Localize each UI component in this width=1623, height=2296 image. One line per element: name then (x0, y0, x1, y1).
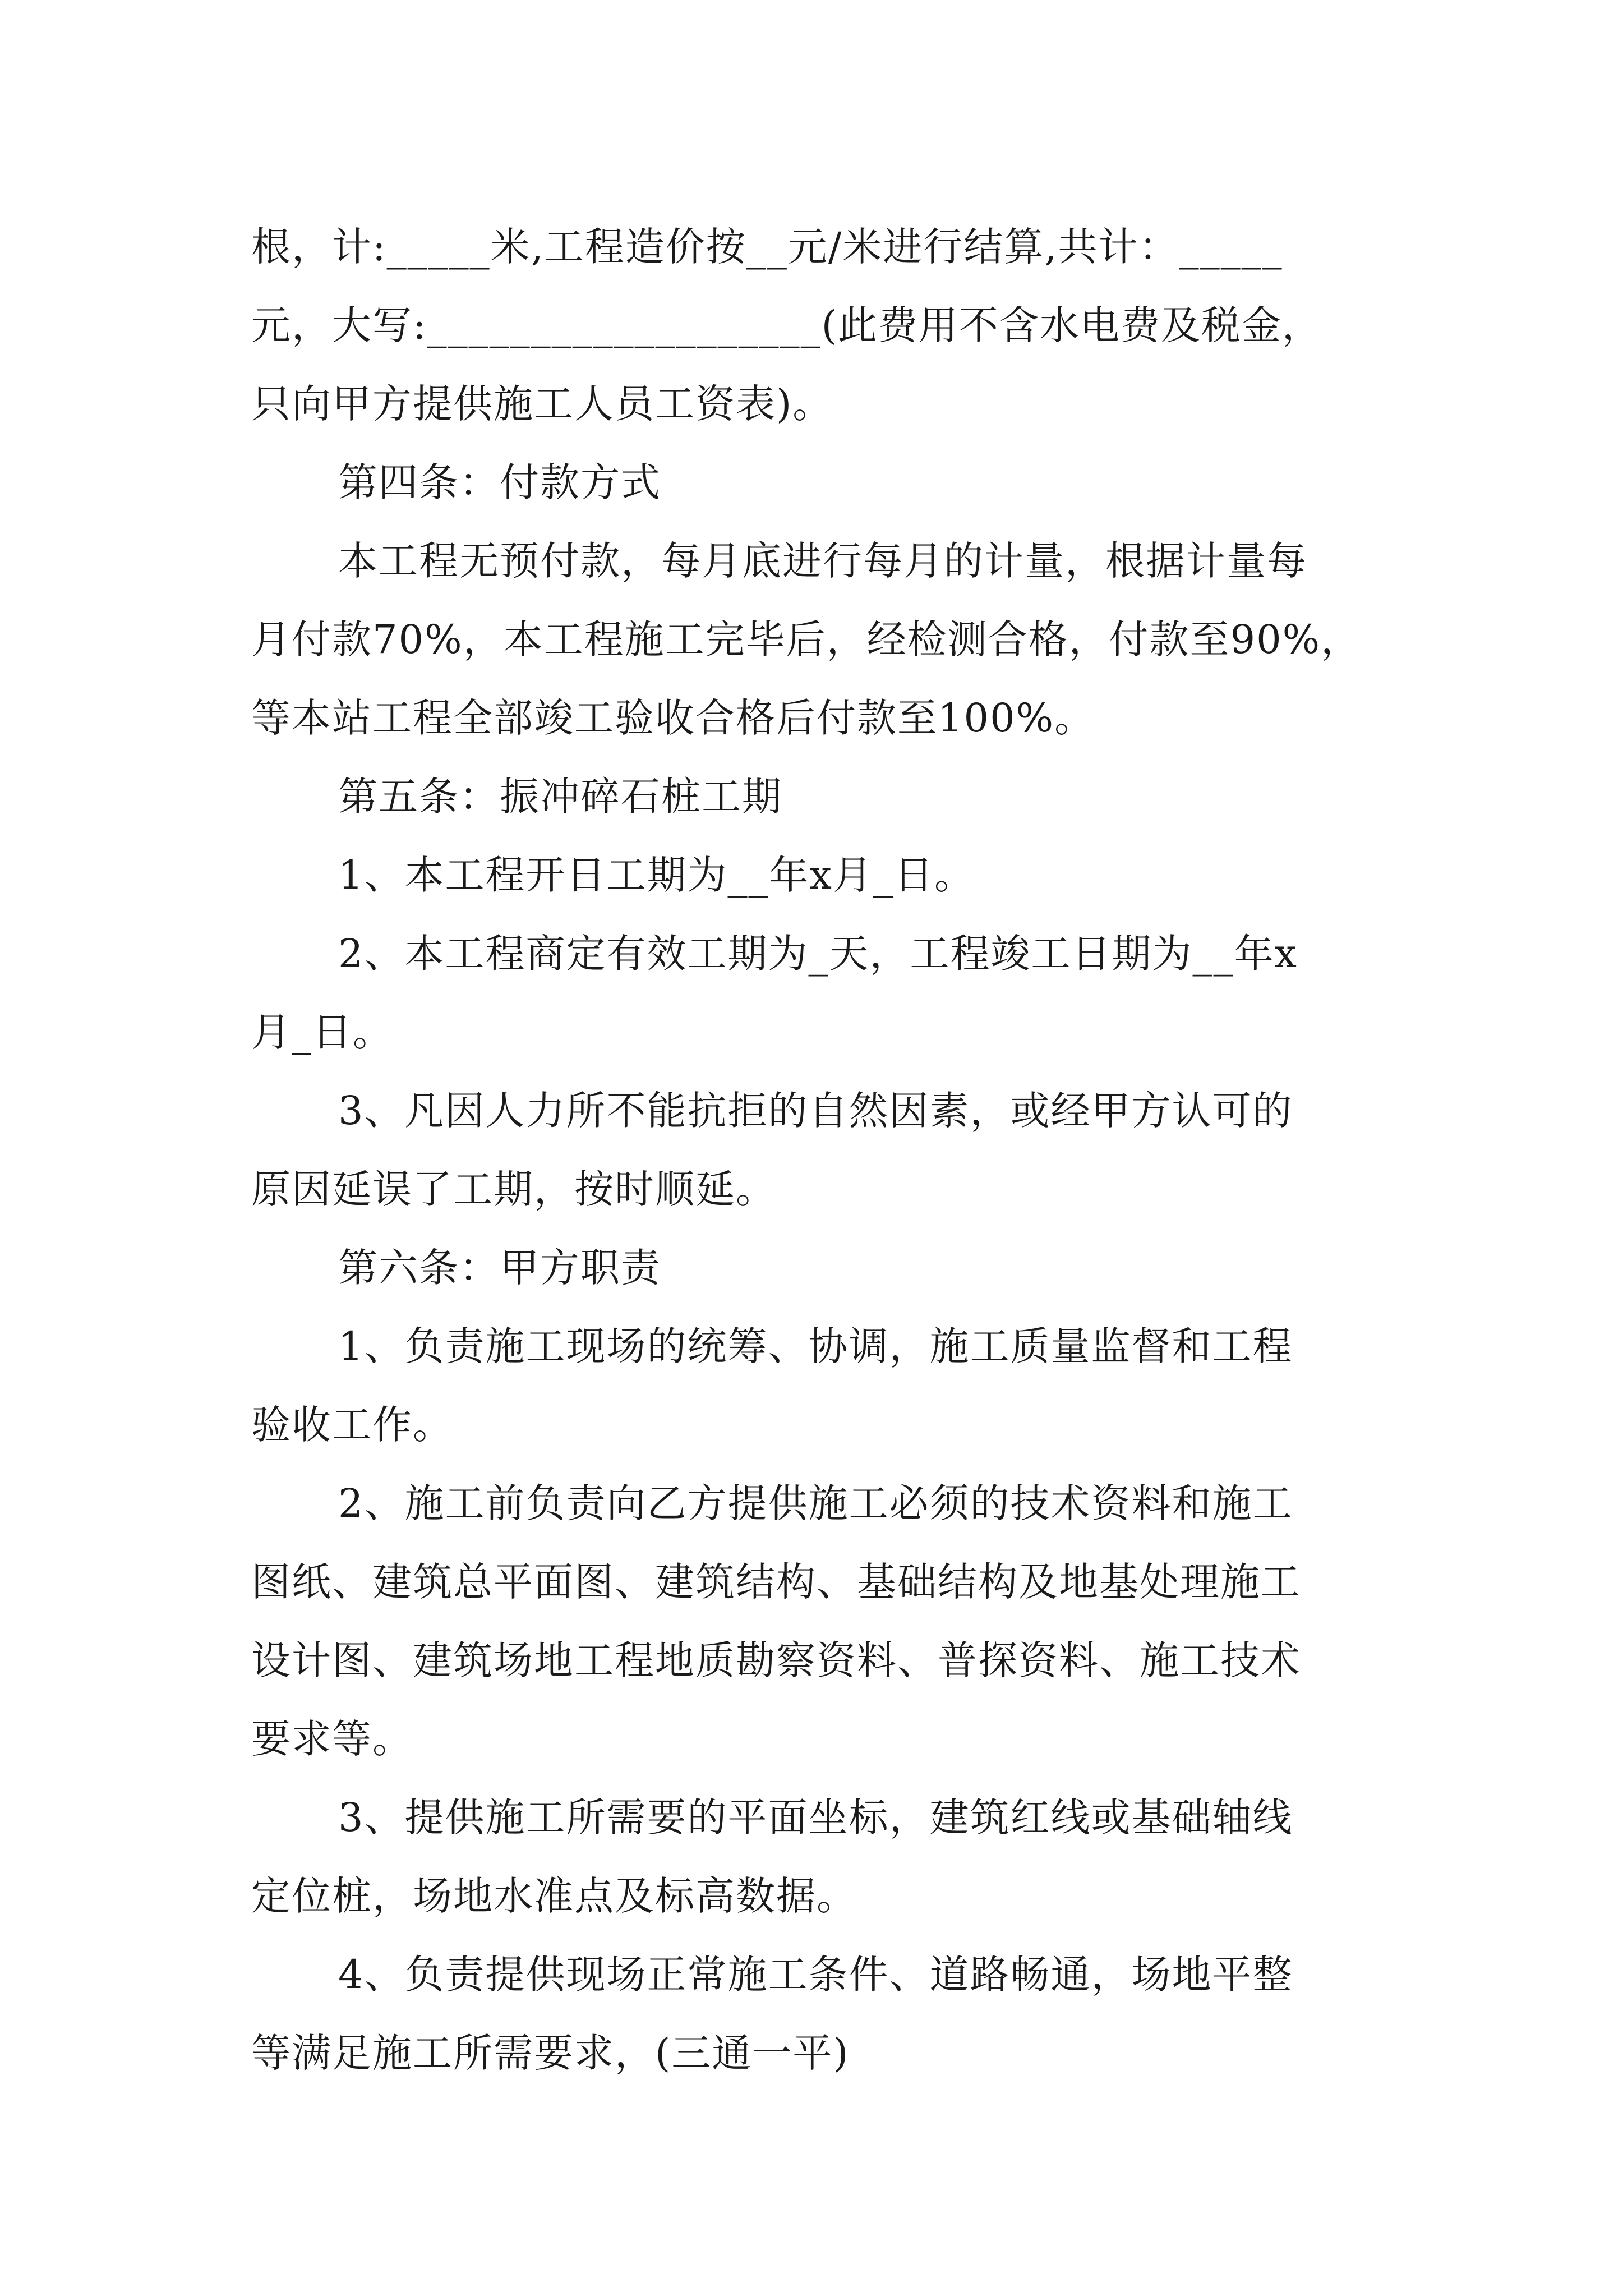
text-line-payment-2: 月付款70%，本工程施工完毕后，经检测合格，付款至90%， (251, 616, 1362, 662)
text-line-duty-item-2-cont-3: 要求等。 (251, 1716, 413, 1762)
text-line-schedule-item-1: 1、本工程开日工期为__年x月_日。 (338, 852, 975, 898)
section-heading-article-4: 第四条：付款方式 (338, 459, 661, 505)
text-line-schedule-item-2-cont: 月_日。 (251, 1009, 393, 1055)
text-line-duty-item-2-cont-1: 图纸、建筑总平面图、建筑结构、基础结构及地基处理施工 (251, 1559, 1301, 1605)
text-line-duty-item-4-cont: 等满足施工所需要求，(三通一平) (251, 2030, 850, 2076)
text-line-duty-item-4: 4、负责提供现场正常施工条件、道路畅通，场地平整 (338, 1952, 1293, 1998)
text-line-duty-item-2-cont-2: 设计图、建筑场地工程地质勘察资料、普探资料、施工技术 (251, 1637, 1301, 1683)
text-line-duty-item-2: 2、施工前负责向乙方提供施工必须的技术资料和施工 (338, 1480, 1293, 1526)
text-line-duty-item-3-cont: 定位桩，场地水准点及标高数据。 (251, 1873, 857, 1919)
text-line-payment-1: 本工程无预付款，每月底进行每月的计量，根据计量每 (338, 538, 1307, 584)
text-line-duty-item-1: 1、负责施工现场的统筹、协调，施工质量监督和工程 (338, 1323, 1293, 1369)
text-line-settlement-amount: 根，计:_____米,工程造价按__元/米进行结算,共计：_____ (251, 224, 1283, 270)
text-line-wage-table: 只向甲方提供施工人员工资表)。 (251, 381, 833, 427)
text-line-duty-item-1-cont: 验收工作。 (251, 1402, 453, 1448)
text-line-schedule-item-3-cont: 原因延误了工期，按时顺延。 (251, 1166, 776, 1212)
text-line-schedule-item-2: 2、本工程商定有效工期为_天，工程竣工日期为__年x (338, 931, 1298, 977)
section-heading-article-5: 第五条：振冲碎石桩工期 (338, 774, 782, 820)
text-line-amount-in-words: 元，大写:___________________(此费用不含水电费及税金， (251, 302, 1322, 348)
section-heading-article-6: 第六条：甲方职责 (338, 1245, 661, 1291)
text-line-payment-3: 等本站工程全部竣工验收合格后付款至100%。 (251, 695, 1095, 741)
text-line-duty-item-3: 3、提供施工所需要的平面坐标，建筑红线或基础轴线 (338, 1795, 1293, 1841)
contract-body-text (251, 208, 1390, 2092)
text-line-schedule-item-3: 3、凡因人力所不能抗拒的自然因素，或经甲方认可的 (338, 1088, 1293, 1134)
